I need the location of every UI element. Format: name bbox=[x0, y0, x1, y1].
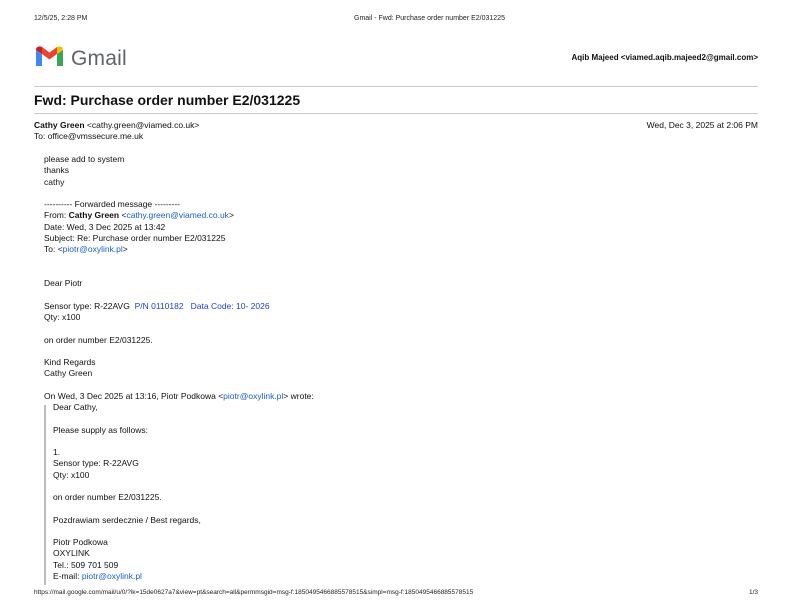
quoted-company: OXYLINK bbox=[53, 548, 90, 559]
quoted-signature-block bbox=[53, 537, 142, 582]
quoted-order: on order number E2/031225. bbox=[53, 492, 162, 502]
forwarded-header: ---------- Forwarded message --------- bbox=[44, 199, 180, 209]
footer-url: https://mail.google.com/mail/u/0/?ik=15de0627a7&view=pt&search=all&permmsgid=msg-f:1850495466885578515&simpl=msg-f:1850495466885578515 bbox=[34, 589, 474, 596]
subject-divider bbox=[34, 113, 758, 114]
reply-greeting: Dear Piotr bbox=[44, 278, 83, 288]
sender bbox=[34, 120, 199, 130]
forwarded-from: From: Cathy Green <cathy.green@viamed.co.uk> bbox=[44, 210, 234, 221]
gmail-wordmark: Gmail bbox=[71, 46, 127, 70]
quoted-item-block bbox=[53, 447, 139, 481]
reply-order: on order number E2/031225. bbox=[44, 335, 153, 345]
intro-block bbox=[44, 154, 124, 188]
quoted-regards: Pozdrawiam serdecznie / Best regards, bbox=[53, 515, 201, 525]
forwarded-date: Date: Wed, 3 Dec 2025 at 13:42 bbox=[44, 221, 166, 232]
quoted-sensor: Sensor type: R-22AVG bbox=[53, 458, 139, 469]
forwarded-subject: Subject: Re: Purchase order number E2/031225 bbox=[44, 232, 226, 243]
message-date: Wed, Dec 3, 2025 at 2:06 PM bbox=[646, 120, 758, 130]
recipient: To: office@vmssecure.me.uk bbox=[34, 131, 144, 141]
forwarded-from-email-link[interactable]: cathy.green@viamed.co.uk bbox=[126, 210, 229, 221]
quote-attribution-email-link[interactable]: piotr@oxylink.pl bbox=[223, 391, 284, 401]
gmail-logo[interactable] bbox=[34, 44, 127, 73]
sender-email: <cathy.green@viamed.co.uk> bbox=[86, 120, 200, 130]
date-code: Data Code: 10- 2026 bbox=[190, 301, 270, 311]
sender-name: Cathy Green bbox=[34, 120, 85, 130]
reply-regards: Kind Regards bbox=[44, 357, 96, 367]
sensor-line bbox=[44, 301, 270, 312]
quote-attribution: On Wed, 3 Dec 2025 at 13:16, Piotr Podkowa <piotr@oxylink.pl> wrote: bbox=[44, 391, 314, 401]
email-subject: Fwd: Purchase order number E2/031225 bbox=[34, 92, 301, 108]
account-label: Aqib Majeed <viamed.aqib.majeed2@gmail.com> bbox=[571, 53, 758, 62]
sensor-type: Sensor type: R-22AVG bbox=[44, 301, 130, 311]
quoted-qty: Qty: x100 bbox=[53, 469, 90, 480]
forwarded-block bbox=[44, 199, 234, 255]
gmail-m-icon bbox=[34, 44, 65, 73]
intro-line: cathy bbox=[44, 176, 65, 187]
quoted-greeting: Dear Cathy, bbox=[53, 402, 98, 412]
print-title: Gmail - Fwd: Purchase order number E2/031225 bbox=[354, 15, 505, 22]
footer-page-number: 1/3 bbox=[748, 589, 758, 596]
forwarded-to: To: <piotr@oxylink.pl> bbox=[44, 244, 128, 255]
header-divider bbox=[34, 86, 758, 87]
quoted-email-line: E-mail: piotr@oxylink.pl bbox=[53, 570, 142, 581]
reply-qty: Qty: x100 bbox=[44, 312, 81, 322]
print-datetime: 12/5/25, 2:28 PM bbox=[34, 15, 88, 22]
part-number: P/N 0110182 bbox=[134, 301, 184, 311]
quoted-tel: Tel.: 509 701 509 bbox=[53, 559, 119, 570]
forwarded-from-name: Cathy Green bbox=[68, 210, 120, 221]
quoted-name: Piotr Podkowa bbox=[53, 537, 108, 547]
intro-line: thanks bbox=[44, 165, 70, 176]
reply-signoff bbox=[44, 357, 96, 380]
forwarded-to-email-link[interactable]: piotr@oxylink.pl bbox=[62, 244, 123, 255]
quoted-supply: Please supply as follows: bbox=[53, 425, 148, 435]
quoted-email-link[interactable]: piotr@oxylink.pl bbox=[81, 570, 142, 581]
reply-signature: Cathy Green bbox=[44, 368, 93, 379]
quoted-item-number: 1. bbox=[53, 447, 61, 457]
intro-line: please add to system bbox=[44, 154, 125, 164]
quote-bar bbox=[44, 405, 46, 585]
